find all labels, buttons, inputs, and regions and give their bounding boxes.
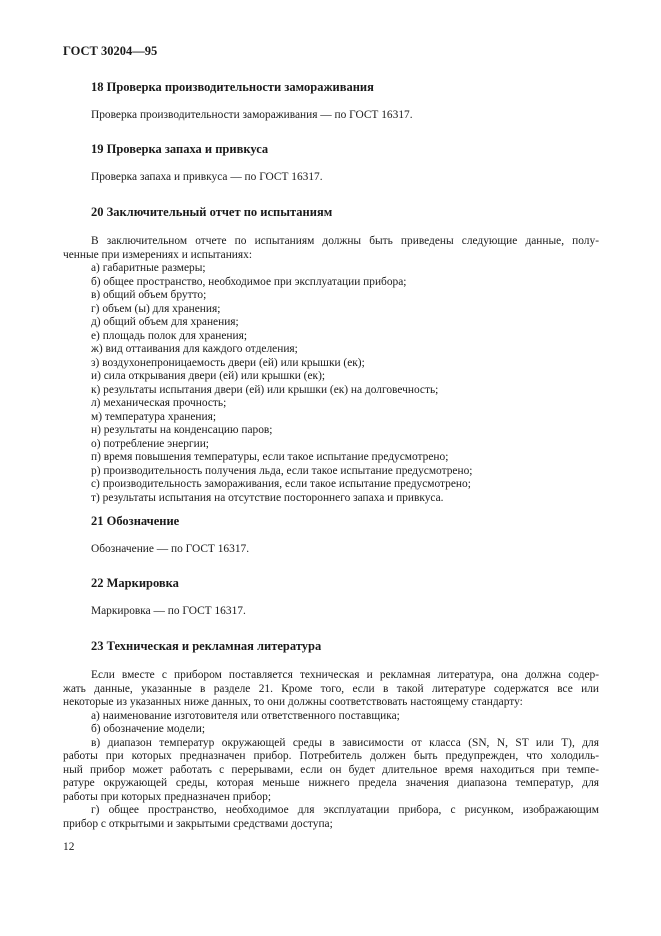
list-item: г) объем (ы) для хранения;: [91, 302, 221, 315]
list-item: д) общий объем для хранения;: [91, 316, 239, 328]
section-21-text: Обозначение — по ГОСТ 16317.: [91, 543, 250, 555]
list-item: м) температура хранения;: [91, 410, 217, 423]
section-22-text: Маркировка — по ГОСТ 16317.: [91, 605, 246, 617]
body-line: ратуре окружающей среды, которая меньше нижнего предела значения диапазона температур, для: [63, 777, 599, 789]
list-item: з) воздухонепроницаемость двери (ей) или крышки (ек);: [91, 356, 365, 369]
body-line: в) диапазон температур окружающей среды в зависимости от класса (SN, N, ST или T), для: [91, 736, 599, 749]
list-item: е) площадь полок для хранения;: [91, 329, 247, 342]
list-item: п) время повышения температуры, если такое испытание предусмотрено;: [91, 451, 449, 463]
list-item: ж) вид оттаивания для каждого отделения;: [91, 343, 298, 355]
body-line: работы при которых предназначен прибор;: [63, 790, 272, 803]
section-20-list: [91, 262, 472, 505]
section-21-title: 21 Обозначение: [91, 514, 180, 528]
body-line: прибор с открытыми и закрытыми средствами доступа;: [63, 817, 333, 830]
section-18-text: Проверка производительности замораживания — по ГОСТ 16317.: [91, 109, 413, 121]
page-number: 12: [63, 841, 75, 853]
section-19-title: 19 Проверка запаха и привкуса: [91, 142, 269, 156]
list-item: к) результаты испытания двери (ей) или крышки (ек) на долговечность;: [91, 383, 439, 396]
body-line: г) общее пространство, необходимое для эксплуатации прибора, с рисунком, изображающим: [91, 804, 599, 816]
list-item: б) общее пространство, необходимое при эксплуатации прибора;: [91, 275, 407, 288]
section-22-title: 22 Маркировка: [91, 576, 179, 590]
list-item: л) механическая прочность;: [91, 397, 227, 409]
list-item: о) потребление энергии;: [91, 437, 209, 450]
list-item: н) результаты на конденсацию паров;: [91, 424, 273, 436]
body-line: некоторые из указанных ниже данных, то они должны соответствовать настоящему стандарту:: [63, 696, 523, 708]
section-23-body: [63, 669, 599, 831]
list-item: в) общий объем брутто;: [91, 289, 207, 301]
body-line: жать данные, указанные в разделе 21. Кроме того, если в такой литературе содержатся все или: [63, 682, 599, 695]
section-23-title: 23 Техническая и рекламная литература: [91, 639, 322, 653]
section-20-intro: [63, 235, 599, 262]
section-20-title: 20 Заключительный отчет по испытаниям: [91, 205, 333, 219]
section-18-title: 18 Проверка производительности замораживания: [91, 80, 374, 94]
list-item: с) производительность замораживания, если такое испытание предусмотрено;: [91, 478, 471, 490]
body-line: а) наименование изготовителя или ответственного поставщика;: [91, 709, 400, 722]
list-item: р) производительность получения льда, если такое испытание предусмотрено;: [91, 464, 473, 477]
body-line: Если вместе с прибором поставляется техническая и рекламная литература, она должна содер-: [91, 669, 599, 681]
section-20-intro-line: ченные при измерениях и испытаниях:: [63, 248, 252, 261]
document-header: ГОСТ 30204—95: [63, 44, 158, 58]
list-item: т) результаты испытания на отсутствие постороннего запаха и привкуса.: [91, 491, 444, 504]
body-line: б) обозначение модели;: [91, 723, 206, 735]
section-20-intro-line: В заключительном отчете по испытаниям должны быть приведены следующие данные, полу-: [91, 235, 599, 247]
section-19-text: Проверка запаха и привкуса — по ГОСТ 16317.: [91, 171, 323, 183]
body-line: ный прибор может работать с перерывами, если он будет длительное время находиться при темпе-: [63, 763, 599, 776]
list-item: и) сила открывания двери (ей) или крышки (ек);: [91, 370, 326, 382]
body-line: работы при которых предназначен прибор. Потребитель должен быть предупрежден, что холодиль-: [63, 750, 599, 762]
list-item: а) габаритные размеры;: [91, 262, 206, 274]
